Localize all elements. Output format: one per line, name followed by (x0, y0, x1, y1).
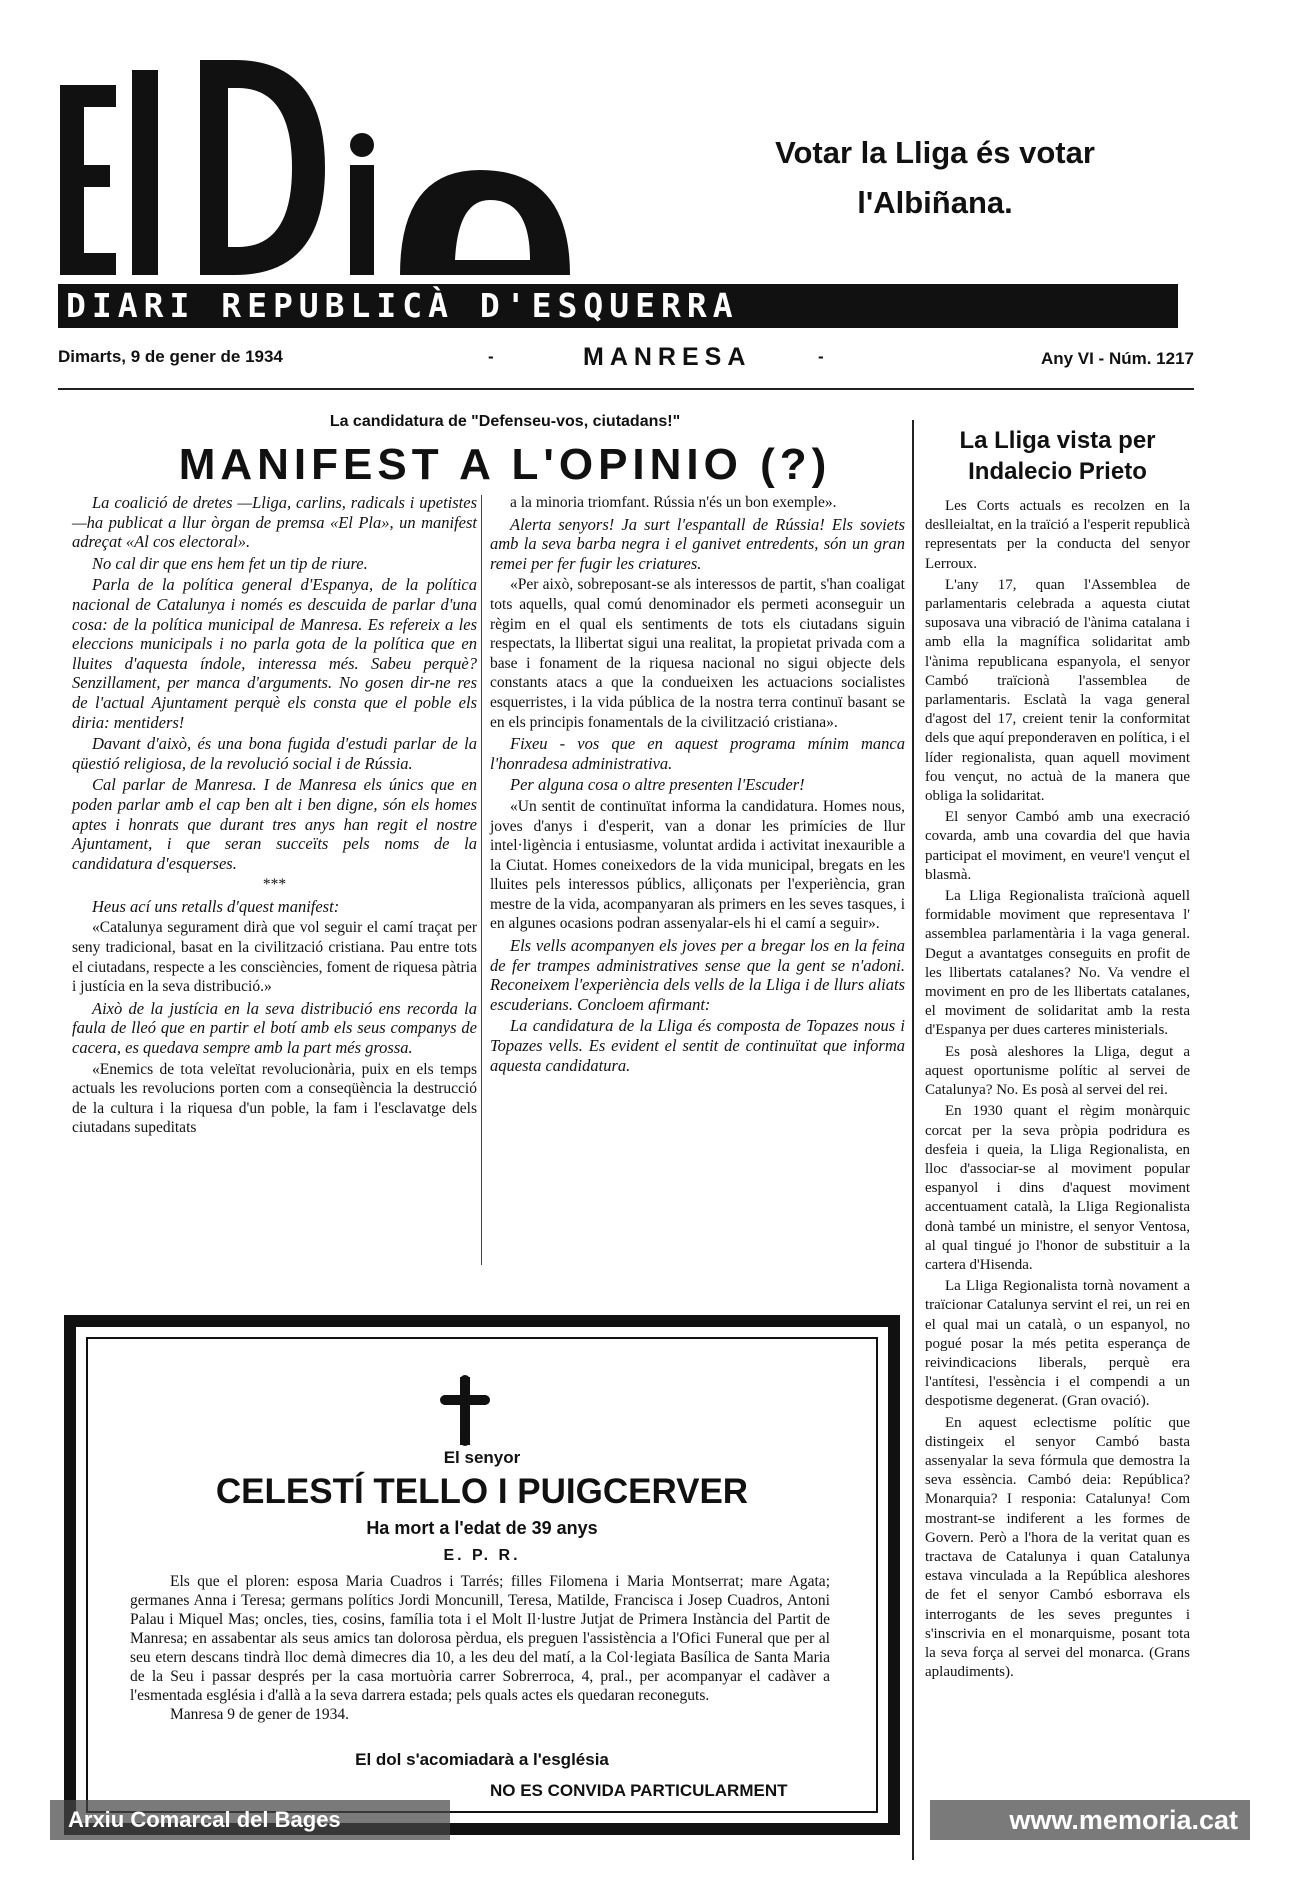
side-title-line-2: Indalecio Prieto (968, 458, 1147, 485)
paragraph: Cal parlar de Manresa. I de Manresa els únics que en poden parlar amb el cap ben alt i ben digne, són els homes aptes i honrats que durant tres anys han regit el nostre Ajuntament, i que seran succeïts pels noms de la candidatura d'esquerses. (72, 775, 477, 873)
paragraph: Els vells acompanyen els joves per a bregar los en la feina de fer trampes administratives sense que la gent se n'adoni. Reconeixem l'experiència dels vells de la Lliga i de llurs aliats escuderians. Concloem afirmant: (490, 936, 905, 1014)
paragraph: Parla de la política general d'Espanya, de la política nacional de Catalunya i només es descuida de parlar d'una cosa: de la política municipal de Manresa. Es refereix a les eleccions municipals i no parla gota de la política que en lluites d'aquesta índole, interessa més. Sabeu perquè? Senzillament, per manca d'arguments. No gosen dir-ne res de l'actual Ajuntament perquè els consta que el poble els diria: mentiders! (72, 575, 477, 732)
main-article-title: MANIFEST A L'OPINIO (?) (178, 440, 832, 489)
column-divider (481, 495, 482, 1265)
obituary-convida: NO ES CONVIDA PARTICULARMENT (490, 1781, 788, 1800)
paragraph: «Un sentit de continuïtat informa la candidatura. Homes nous, joves d'anys i d'esperit, van a donar les primícies de llur intel·ligència i entusiasme, voluntat ardida i activitat inexaurible a la Ciutat. Homes coneixedors de la vida municipal, bregats en les lluites pels interessos públics, alliçonats per l'experiència, gran mestre de la vida, acompanyaran als primers en les seves tasques, i en algunes ocasions podran assenyalar-els hi el camí a seguir». (490, 797, 905, 933)
dateline-dash: - (488, 347, 494, 366)
paragraph: Davant d'això, és una bona fugida d'estudi parlar de la qüestió religiosa, de la revolució social i de Rússia. (72, 734, 477, 773)
masthead-logo (60, 60, 580, 275)
paragraph: Per alguna cosa o altre presenten l'Escuder! (510, 775, 805, 795)
dateline (58, 343, 1194, 377)
side-article-title (925, 425, 1190, 487)
paragraph: En 1930 quant el règim monàrquic corcat per la seva pròpia podridura es desfeia i queia, la Lliga Regionalista, en lloc d'associar-se al moviment popular espanyol i dins d'aquest moviment accentuament català, la Lliga Regionalista donà també un ministre, el senyor Ventosa, al qual tingué jo l'honor de substituir a la cartera d'Hisenda. (925, 1103, 1190, 1273)
main-article-kicker: La candidatura de "Defenseu-vos, ciutadans!" (329, 413, 681, 430)
archive-watermark: Arxiu Comarcal del Bages (50, 1800, 450, 1840)
paragraph: *** (262, 876, 287, 894)
side-title-line-1: La Lliga vista per (959, 427, 1156, 454)
obituary-prefix: El senyor (443, 1448, 521, 1467)
main-article-column-1 (72, 493, 477, 1140)
obituary-dol: El dol s'acomiadarà a l'església (355, 1750, 609, 1769)
paragraph: No cal dir que ens hem fet un tip de riure. (92, 553, 368, 573)
website-watermark: www.memoria.cat (930, 1800, 1250, 1840)
side-article-body (925, 497, 1190, 1684)
paragraph: Fixeu - vos que en aquest programa mínim manca l'honradesa administrativa. (490, 734, 905, 773)
obituary-signoff: Manresa 9 de gener de 1934. (170, 1706, 350, 1723)
paragraph: Heus ací uns retalls d'quest manifest: (92, 896, 340, 916)
issue-date: Dimarts, 9 de gener de 1934 (58, 347, 283, 366)
obituary-name: CELESTÍ TELLO I PUIGCERVER (215, 1472, 749, 1511)
issue-number: Any VI - Núm. 1217 (1040, 349, 1194, 368)
paragraph: «Enemics de tota veleïtat revolucionària, puix en els temps actuals les revolucions porten com a conseqüència la destrucció de la cultura i la riquesa d'un poble, la fam i l'esclavatge dels ciutadans supeditats (72, 1060, 477, 1137)
paragraph: El senyor Cambó amb una execració covarda, amb una covardia del que havia participat el moviment, en veure'l vençut el blasmà. (925, 809, 1190, 883)
paragraph: La Lliga Regionalista tornà novament a traïcionar Catalunya servint el rei, un rei en el qual mai un català, o un espanyol, no pogué posar la més petita esperança de reivindicacions liberals, perquè era l'antítesi, l'essència i el compendi a un despotisme degenerat. (Gran ovació). (925, 1278, 1190, 1410)
dateline-dash: - (818, 347, 824, 366)
paragraph: En aquest eclectisme polític que distingeix el senyor Cambó basta assenyalar la seva fórmula que demostra la seva essència. Cambó deia: República? Monarquia? I responia: Catalunya! Com mostrant-se indiferent a les formes de Govern. Però a l'hora de la veritat quan es tractava de Catalunya i quan Catalunya estava vinculada a la República aleshores de fet el senyor Cambó esborrava els interrogants de les seves preguntes i s'inscrivia en el monarquisme, posant tota la seva força al servei del monarca. (Grans aplaudiments). (925, 1414, 1190, 1681)
paragraph: La coalició de dretes —Lliga, carlins, radicals i upetistes—ha publicat a llur òrgan de premsa «El Pla», un manifest adreçat «Al cos electoral». (72, 493, 477, 552)
paragraph: «Catalunya segurament dirà que vol seguir el camí traçat per seny tradicional, basat en la civilització cristiana. Pau entre tots el ciutadans, respecte a les consciències, foment de riquesa pàtria i justícia en la seva distribució.» (72, 919, 477, 996)
cross-icon (440, 1375, 490, 1447)
paragraph: La candidatura de la Lliga és composta de Topazes nous i Topazes vells. Es evident el sentit de continuïtat que informa aquesta candidatura. (490, 1016, 905, 1075)
obituary-body (130, 1572, 830, 1724)
header-divider (58, 388, 1194, 390)
paragraph: Es posà aleshores la Lliga, degut a aquest oportunisme polític al servei de Catalunya? No. Es posà al servei del rei. (925, 1043, 1190, 1099)
slogan-line-1: Votar la Lliga és votar (775, 135, 1095, 170)
paragraph: Alerta senyors! Ja surt l'espantall de Rússia! Els soviets amb la seva barba negra i el ganivet entredents, són un gran remei per fer fugir les criatures. (490, 514, 905, 573)
column-divider (912, 420, 914, 1860)
obituary-age: Ha mort a l'edat de 39 anys (366, 1518, 598, 1538)
paragraph: Això de la justícia en la seva distribució ens recorda la faula de lleó que en partir el botí amb els seus companys de cacera, es quedava sempre amb la part més grossa. (72, 998, 477, 1058)
paragraph: L'any 17, quan l'Assemblea de parlamentaris celebrada a aquesta ciutat suposava una vibració de l'ànima catalana i amb ella la magnífica solidaritat amb l'ànima republicana espanyola, el senyor Cambó traïcionà l'assemblea de parlamentaris. Esclatà la vaga general d'agost del 17, creient tenir la conformitat dels que aquí preponderaven en política, i el líder regionalista, quan aquell moviment fou vençut, no actuà de la manera que obliga la solidaritat. (925, 576, 1190, 805)
paragraph: «Per això, sobreposant-se als interessos de partit, s'han coaligat tots aquells, qual comú denominador els permeti aconseguir un règim en el qual els sentiments de tots els ciutadans siguin respectats, la llibertat sigui una realitat, la propietat privada com a base i fonament de la riquesa nacional no sigui objecte dels constants atacs a que la condueixen les actuacions socialistes esquerristes, i la vida pública de la nostra terra continuï basant se en els principis fonamentals de la civilització cristiana». (490, 576, 905, 731)
obituary-epr: E. P. R. (443, 1547, 521, 1564)
issue-place: MANRESA (583, 343, 752, 371)
main-article-column-2 (490, 493, 905, 1077)
slogan-line-2: l'Albiñana. (857, 185, 1013, 220)
obituary-text: Els que el ploren: esposa Maria Cuadros i Tarrés; filles Filomena i Maria Montserrat; mare Agata; germanes Anna i Teresa; germans polítics Jordi Moncunill, Teresa, Matilde, Francisca i Josep Cuadros, Antoni Palau i Miquel Mas; oncles, ties, cosins, família tota i el Molt Il·lustre Jutjat de Primera Instància del Partit de Manresa; en assabentar als seus amics tan dolorosa pèrdua, els preguen l'assistència a l'Ofici Funeral que per al seu etern descans tindrà lloc demà dimecres dia 10, a les deu del matí, a la Col·legiata Basílica de Santa Maria de la Seu i passar després per la casa mortuòria carrer Sobrerroca, 4, pral., per acompanyar el cadàver a l'esmentada església i d'allà a la seva darrera estada; pels quals actes els quedaran reconeguts. (130, 1573, 830, 1704)
paragraph: a la minoria triomfant. Rússia n'és un bon exemple». (510, 494, 837, 511)
masthead-subtitle: DIARI REPUBLICÀ D'ESQUERRA (58, 284, 1178, 328)
paragraph: Les Corts actuals es recolzen en la deslleialtat, en la traïció a l'esperit republicà representats per la conducta del senyor Lerroux. (925, 498, 1190, 572)
paragraph: La Lliga Regionalista traïcionà aquell formidable moviment que representava l' assemblea parlamentària i la vaga general. Degut a avantatges conseguits en profit de les llibertats catalanes? No. Va vendre el moviment en pro de les llibertats catalanes, el moviment de solidaritat amb la resta d'Espanya per dues carteres ministerials. (925, 888, 1190, 1039)
slogan (700, 128, 1170, 228)
